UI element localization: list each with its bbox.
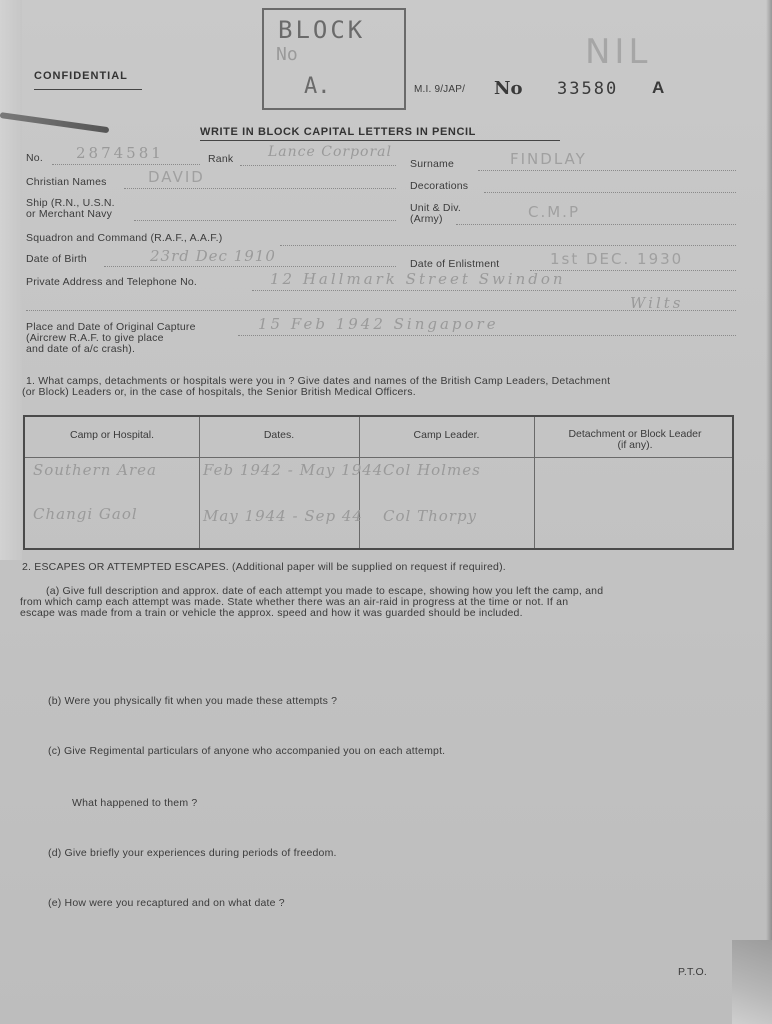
q2c-follow-text: What happened to them ? bbox=[72, 797, 198, 809]
surname-value: FINDLAY bbox=[510, 150, 587, 168]
instruction-underline bbox=[200, 140, 560, 141]
address-label: Private Address and Telephone No. bbox=[26, 276, 198, 288]
decorations-rule bbox=[484, 192, 736, 193]
no-rule bbox=[52, 164, 200, 165]
rank-value: Lance Corporal bbox=[268, 144, 392, 160]
capture-value: 15 Feb 1942 Singapore bbox=[258, 315, 499, 333]
squadron-label: Squadron and Command (R.A.F., A.A.F.) bbox=[26, 232, 223, 244]
ship-label-line1: Ship (R.N., U.S.N. bbox=[26, 197, 115, 209]
address-rule-2 bbox=[26, 310, 736, 311]
enlistment-label: Date of Enlistment bbox=[410, 258, 500, 270]
q1-text-line1: 1. What camps, detachments or hospitals were you in ? Give dates and names of the British Camp Leaders, Detachment bbox=[26, 375, 611, 387]
surname-rule bbox=[478, 170, 736, 171]
q1-text-line2: (or Block) Leaders or, in the case of hospitals, the Senior British Medical Officers. bbox=[22, 386, 416, 398]
dob-value: 23rd Dec 1910 bbox=[150, 247, 276, 265]
camps-table bbox=[23, 415, 734, 550]
rank-label: Rank bbox=[208, 153, 234, 165]
ref-suffix: A bbox=[652, 78, 665, 97]
q2-heading: 2. ESCAPES OR ATTEMPTED ESCAPES. (Additional paper will be supplied on request if required). bbox=[22, 561, 506, 573]
unit-rule bbox=[456, 224, 736, 225]
dob-label: Date of Birth bbox=[26, 253, 87, 265]
column-header-dates: Dates. bbox=[263, 429, 295, 441]
stamp-no-text: No bbox=[276, 44, 298, 65]
address-rule bbox=[252, 290, 736, 291]
christian-names-value: DAVID bbox=[148, 168, 205, 186]
row2-camp: Changi Gaol bbox=[33, 505, 138, 523]
q2a-line2: from which camp each attempt was made. State whether there was an air-raid in progress at the time or not. If an bbox=[20, 596, 569, 608]
ship-label-line2: or Merchant Navy bbox=[26, 208, 113, 220]
ref-label: M.I. 9/JAP/ bbox=[414, 84, 466, 95]
ship-rule bbox=[134, 220, 396, 221]
capture-label-line1: Place and Date of Original Capture bbox=[26, 321, 196, 333]
classification-label: CONFIDENTIAL bbox=[34, 70, 128, 82]
row1-leader: Col Holmes bbox=[383, 461, 481, 479]
row2-leader: Col Thorpy bbox=[383, 507, 478, 525]
column-header-detachment: Detachment or Block Leader (if any). bbox=[568, 428, 702, 451]
capture-rule bbox=[238, 335, 736, 336]
ref-no-label: No bbox=[494, 78, 523, 99]
no-value: 2874581 bbox=[76, 144, 164, 162]
q2e-text: (e) How were you recaptured and on what date ? bbox=[48, 897, 285, 909]
surname-label: Surname bbox=[410, 158, 455, 170]
enlistment-value: 1st DEC. 1930 bbox=[550, 250, 684, 268]
block-stamp bbox=[262, 8, 406, 110]
capture-label-line3: and date of a/c crash). bbox=[26, 343, 136, 355]
christian-names-rule bbox=[124, 188, 396, 189]
address-value-line1: 12 Hallmark Street Swindon bbox=[270, 270, 566, 288]
christian-names-label: Christian Names bbox=[26, 176, 107, 188]
no-label: No. bbox=[26, 152, 43, 164]
paper-fold-edge bbox=[0, 0, 22, 560]
q2d-text: (d) Give briefly your experiences during periods of freedom. bbox=[48, 847, 337, 859]
stamp-letter-text: A. bbox=[304, 74, 331, 99]
q2a-line1: (a) Give full description and approx. date of each attempt you made to escape, showing how you left the camp, and bbox=[46, 585, 604, 597]
dob-rule bbox=[104, 266, 396, 267]
stamp-block-text: BLOCK bbox=[278, 16, 366, 44]
row1-dates: Feb 1942 - May 1944 bbox=[203, 461, 384, 479]
page-corner-curl bbox=[732, 940, 772, 1024]
column-header-leader: Camp Leader. bbox=[413, 429, 480, 441]
squadron-rule bbox=[280, 245, 736, 246]
table-header-rule bbox=[25, 457, 732, 458]
classification-underline bbox=[34, 89, 142, 90]
handwritten-nil: NIL bbox=[585, 32, 652, 72]
address-value-line2: Wilts bbox=[630, 294, 684, 312]
table-divider bbox=[534, 417, 535, 548]
instruction-heading: WRITE IN BLOCK CAPITAL LETTERS IN PENCIL bbox=[200, 126, 476, 138]
ref-number: 33580 bbox=[557, 79, 619, 99]
row2-dates: May 1944 - Sep 44 bbox=[203, 507, 363, 525]
unit-value: C.M.P bbox=[528, 203, 580, 221]
capture-label-line2: (Aircrew R.A.F. to give place bbox=[26, 332, 164, 344]
pto-label: P.T.O. bbox=[678, 966, 708, 978]
column-header-camp: Camp or Hospital. bbox=[69, 429, 155, 441]
row1-camp: Southern Area bbox=[33, 461, 157, 479]
unit-label-line2: (Army) bbox=[410, 213, 443, 225]
unit-label-line1: Unit & Div. bbox=[410, 202, 462, 214]
rank-rule bbox=[240, 165, 396, 166]
q2a-line3: escape was made from a train or vehicle the approx. speed and how it was guarded should be included. bbox=[20, 607, 523, 619]
q2c-text: (c) Give Regimental particulars of anyone who accompanied you on each attempt. bbox=[48, 745, 446, 757]
paper-edge-shadow bbox=[766, 0, 772, 1024]
decorations-label: Decorations bbox=[410, 180, 469, 192]
q2b-text: (b) Were you physically fit when you made these attempts ? bbox=[48, 695, 338, 707]
